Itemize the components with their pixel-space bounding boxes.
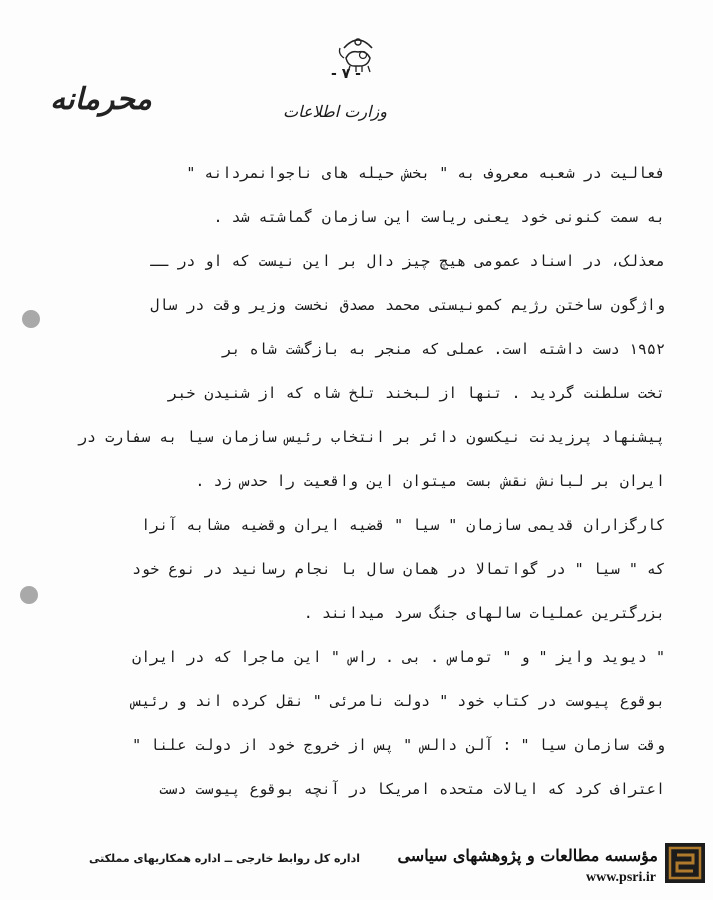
body-line: " دیوید وایز " و " توماس . بی . راس " این ماجرا که در ایران [132,648,665,666]
body-line: که " سیا " در گواتمالا در همان سال با نجام رسانید در نوع خود [132,560,665,578]
body-line: معذلک، در اسناد عمومی هیچ چیز دال بر این نیست که او در ــ [150,252,665,270]
body-line: اعتراف کرد که ایالات متحده امریکا در آنچه بوقوع پیوست دست [159,780,665,798]
body-line: بوقوع پیوست در کتاب خود " دولت نامرئی " نقل کرده اند و رئیس [132,692,665,710]
body-line: بزرگترین عملیات سالهای جنگ سرد میدانند . [303,604,665,622]
page-number: - ۷ - [331,66,361,82]
body-line: پیشنهاد پرزیدنت نیکسون دائر بر انتخاب رئیس سازمان سیا به سفارت در [78,428,665,446]
body-line: ۱۹۵۲ دست داشته است. عملی که منجر به بازگشت شاه بر [222,340,665,358]
institute-watermark: مؤسسه مطالعات و پژوهشهای سیاسی [397,846,658,865]
ministry-name: وزارت اطلاعات [283,102,387,121]
psri-logo-icon [665,843,705,883]
body-line: فعالیت در شعبه معروف به " بخش حیله های ناجوانمردانه " [186,164,665,182]
body-line: ایران بر لبانش نقش بست میتوان این واقعیت را حدس زد . [195,472,665,490]
office-footer: اداره کل روابط خارجی ــ اداره همکاریهای مملکتی [88,852,360,865]
body-line: به سمت کنونی خود یعنی ریاست این سازمان گماشته شد . [213,208,665,226]
body-line: واژگون ساختن رژیم کمونیستی محمد مصدق نخست وزیر وقت در سال [150,296,665,314]
institute-url: www.psri.ir [586,870,656,885]
body-line: کارگزاران قدیمی سازمان " سیا " قضیه ایران وقضیه مشابه آنرا [141,516,665,534]
punch-hole [20,586,38,604]
body-line: تخت سلطنت گردید . تنها از لبخند تلخ شاه که از شنیدن خبر [168,384,665,402]
body-line: وقت سازمان سیا " : آلن دالس " پس از خروج خود از دولت علنا " [132,736,665,754]
punch-hole [22,310,40,328]
classification-stamp: محرمانه [50,82,152,117]
